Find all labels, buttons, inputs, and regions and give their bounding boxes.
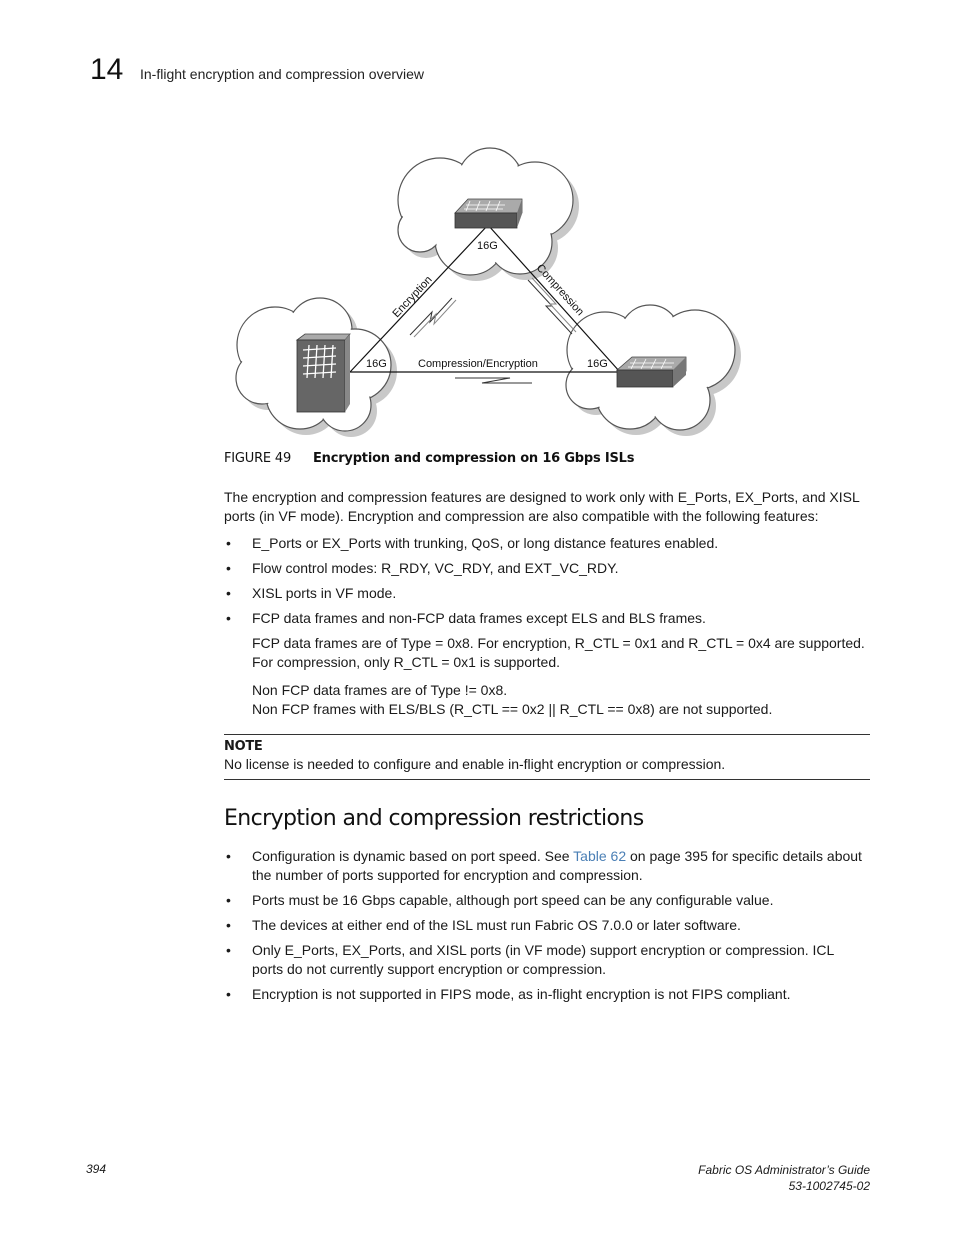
list-item: • XISL ports in VF mode. <box>226 585 397 601</box>
list-item-text: XISL ports in VF mode. <box>252 585 397 601</box>
list-item: • The devices at either end of the ISL must run Fabric OS 7.0.0 or later software. <box>226 917 741 933</box>
table-62-link[interactable]: Table 62 <box>573 848 627 864</box>
list-item: • E_Ports or EX_Ports with trunking, QoS, or long distance features enabled. <box>226 535 719 551</box>
switch-right-icon <box>617 357 686 387</box>
note-text: No license is needed to configure and enable in-flight encryption or compression. <box>224 756 726 772</box>
lightning-left-icon-2 <box>414 300 456 337</box>
list-item: • Flow control modes: R_RDY, VC_RDY, and EXT_VC_RDY. <box>226 560 619 576</box>
section-heading: Encryption and compression restrictions <box>224 806 644 831</box>
footer-book-title: Fabric OS Administrator’s Guide <box>698 1163 870 1177</box>
list-item-text: Only E_Ports, EX_Ports, and XISL ports (in VF mode) support encryption or compression. ICL ports do not currently support encryption or compression. <box>252 942 834 977</box>
list-item: • Encryption is not supported in FIPS mode, as in-flight encryption is not FIPS compliant. <box>226 986 791 1002</box>
lightning-left-icon <box>410 298 452 335</box>
nonfcp-line-2: Non FCP frames with ELS/BLS (R_CTL == 0x2 || R_CTL == 0x8) are not supported. <box>252 701 773 717</box>
feature-list <box>224 534 874 634</box>
list-item: • Ports must be 16 Gbps capable, although port speed can be any configurable value. <box>226 892 774 908</box>
page-number: 394 <box>86 1162 107 1176</box>
figure-caption <box>224 451 634 466</box>
list-item-text: FCP data frames and non-FCP data frames except ELS and BLS frames. <box>252 610 706 626</box>
list-item-text: Configuration is dynamic based on port speed. See Table 62 on page 395 for specific details about the number of ports supported for encryption and compression. <box>252 848 862 883</box>
label-top-16g: 16G <box>477 240 498 252</box>
list-item: • Configuration is dynamic based on port speed. See Table 62 on page 395 for specific details about the number of ports supported for encryption and compression. <box>226 848 862 883</box>
list-item-text: Flow control modes: R_RDY, VC_RDY, and EXT_VC_RDY. <box>252 560 619 576</box>
footer-title <box>698 1162 870 1194</box>
figure-caption-title: Encryption and compression on 16 Gbps ISLs <box>312 451 635 466</box>
chapter-number: 14 <box>90 53 124 86</box>
list-item: • FCP data frames and non-FCP data frames except ELS and BLS frames. <box>226 610 706 626</box>
label-encryption: Encryption <box>390 273 435 321</box>
nonfcp-line-1: Non FCP data frames are of Type != 0x8. <box>252 682 508 698</box>
list-item-text: E_Ports or EX_Ports with trunking, QoS, or long distance features enabled. <box>252 535 719 551</box>
running-header: In-flight encryption and compression overview <box>140 66 425 82</box>
intro-paragraph: The encryption and compression features are designed to work only with E_Ports, EX_Ports, and XISL ports (in VF mode). Encryption and compression are also compatible with the following features: <box>224 489 860 524</box>
list-item-text: Encryption is not supported in FIPS mode, as in-flight encryption is not FIPS compliant. <box>252 986 791 1002</box>
restrictions-list <box>224 847 874 1010</box>
figure-caption-label: FIGURE 49 <box>224 451 292 466</box>
note-box <box>224 734 870 780</box>
list-item: • Only E_Ports, EX_Ports, and XISL ports (in VF mode) support encryption or compression. ICL ports do not currently support encryption or compression. <box>226 942 834 977</box>
note-label: NOTE <box>224 739 263 754</box>
footer-doc-id: 53-1002745-02 <box>788 1179 870 1193</box>
switch-top-icon <box>455 199 522 228</box>
network-diagram <box>228 140 748 445</box>
list-item-text: The devices at either end of the ISL must run Fabric OS 7.0.0 or later software. <box>252 917 741 933</box>
director-left-icon <box>297 334 350 412</box>
lightning-bottom-icon <box>455 378 532 383</box>
label-left-16g: 16G <box>366 358 387 370</box>
list-item-text: Ports must be 16 Gbps capable, although port speed can be any configurable value. <box>252 892 774 908</box>
fcp-detail: FCP data frames are of Type = 0x8. For encryption, R_CTL = 0x1 and R_CTL = 0x4 are supported. For compression, only R_CTL = 0x1 is supported. <box>252 635 865 670</box>
label-compression: Compression <box>533 261 587 319</box>
label-right-16g: 16G <box>587 358 608 370</box>
label-bottom-link: Compression/Encryption <box>418 358 538 370</box>
